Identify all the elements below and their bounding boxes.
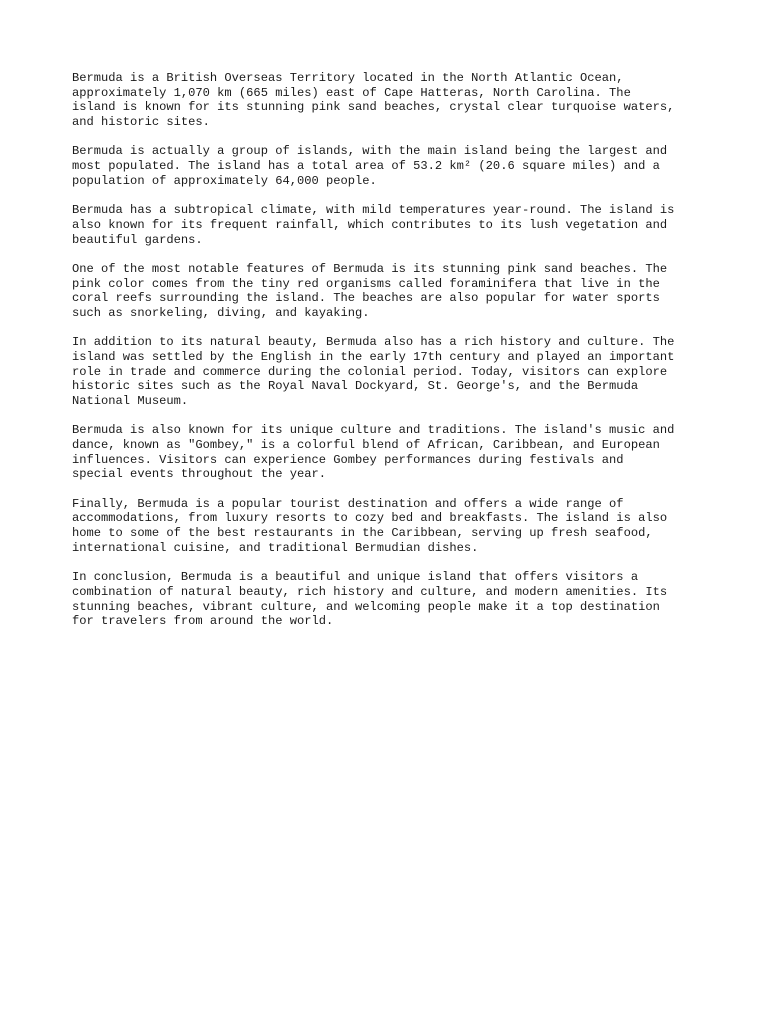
paragraph-intro: Bermuda is a British Overseas Territory located in the North Atlantic Ocean, approximately 1,070 km (665 miles) east of Cape Hatteras, North Carolina. The island is known for its stunning pink sand beaches, crystal clear turquoise waters, and historic sites. (72, 71, 675, 130)
paragraph-beaches: One of the most notable features of Bermuda is its stunning pink sand beaches. The pink color comes from the tiny red organisms called foraminifera that live in the coral reefs surrounding the island. The beaches are also popular for water sports such as snorkeling, diving, and kayaking. (72, 261, 668, 320)
document-body (72, 71, 702, 644)
paragraph-history: In addition to its natural beauty, Bermuda also has a rich history and culture. The island was settled by the English in the early 17th century and played an important role in trade and commerce during the colonial period. Today, visitors can explore historic sites such as the Royal Naval Dockyard, St. George's, and the Bermuda National Museum. (72, 335, 675, 409)
paragraph-culture: Bermuda is also known for its unique culture and traditions. The island's music and dance, known as "Gombey," is a colorful blend of African, Caribbean, and European influences. Visitors can experience Gombey performances during festivals and special events throughout the year. (72, 423, 675, 482)
paragraph-conclusion: In conclusion, Bermuda is a beautiful and unique island that offers visitors a combination of natural beauty, rich history and culture, and modern amenities. Its stunning beaches, vibrant culture, and welcoming people make it a top destination for travelers from around the world. (72, 570, 668, 629)
paragraph-islands: Bermuda is actually a group of islands, with the main island being the largest and most populated. The island has a total area of 53.2 km² (20.6 square miles) and a population of approximately 64,000 people. (72, 144, 668, 188)
paragraph-climate: Bermuda has a subtropical climate, with mild temperatures year-round. The island is also known for its frequent rainfall, which contributes to its lush vegetation and beautiful gardens. (72, 203, 675, 247)
paragraph-tourism: Finally, Bermuda is a popular tourist destination and offers a wide range of accommodations, from luxury resorts to cozy bed and breakfasts. The island is also home to some of the best restaurants in the Caribbean, serving up fresh seafood, international cuisine, and traditional Bermudian dishes. (72, 496, 668, 555)
